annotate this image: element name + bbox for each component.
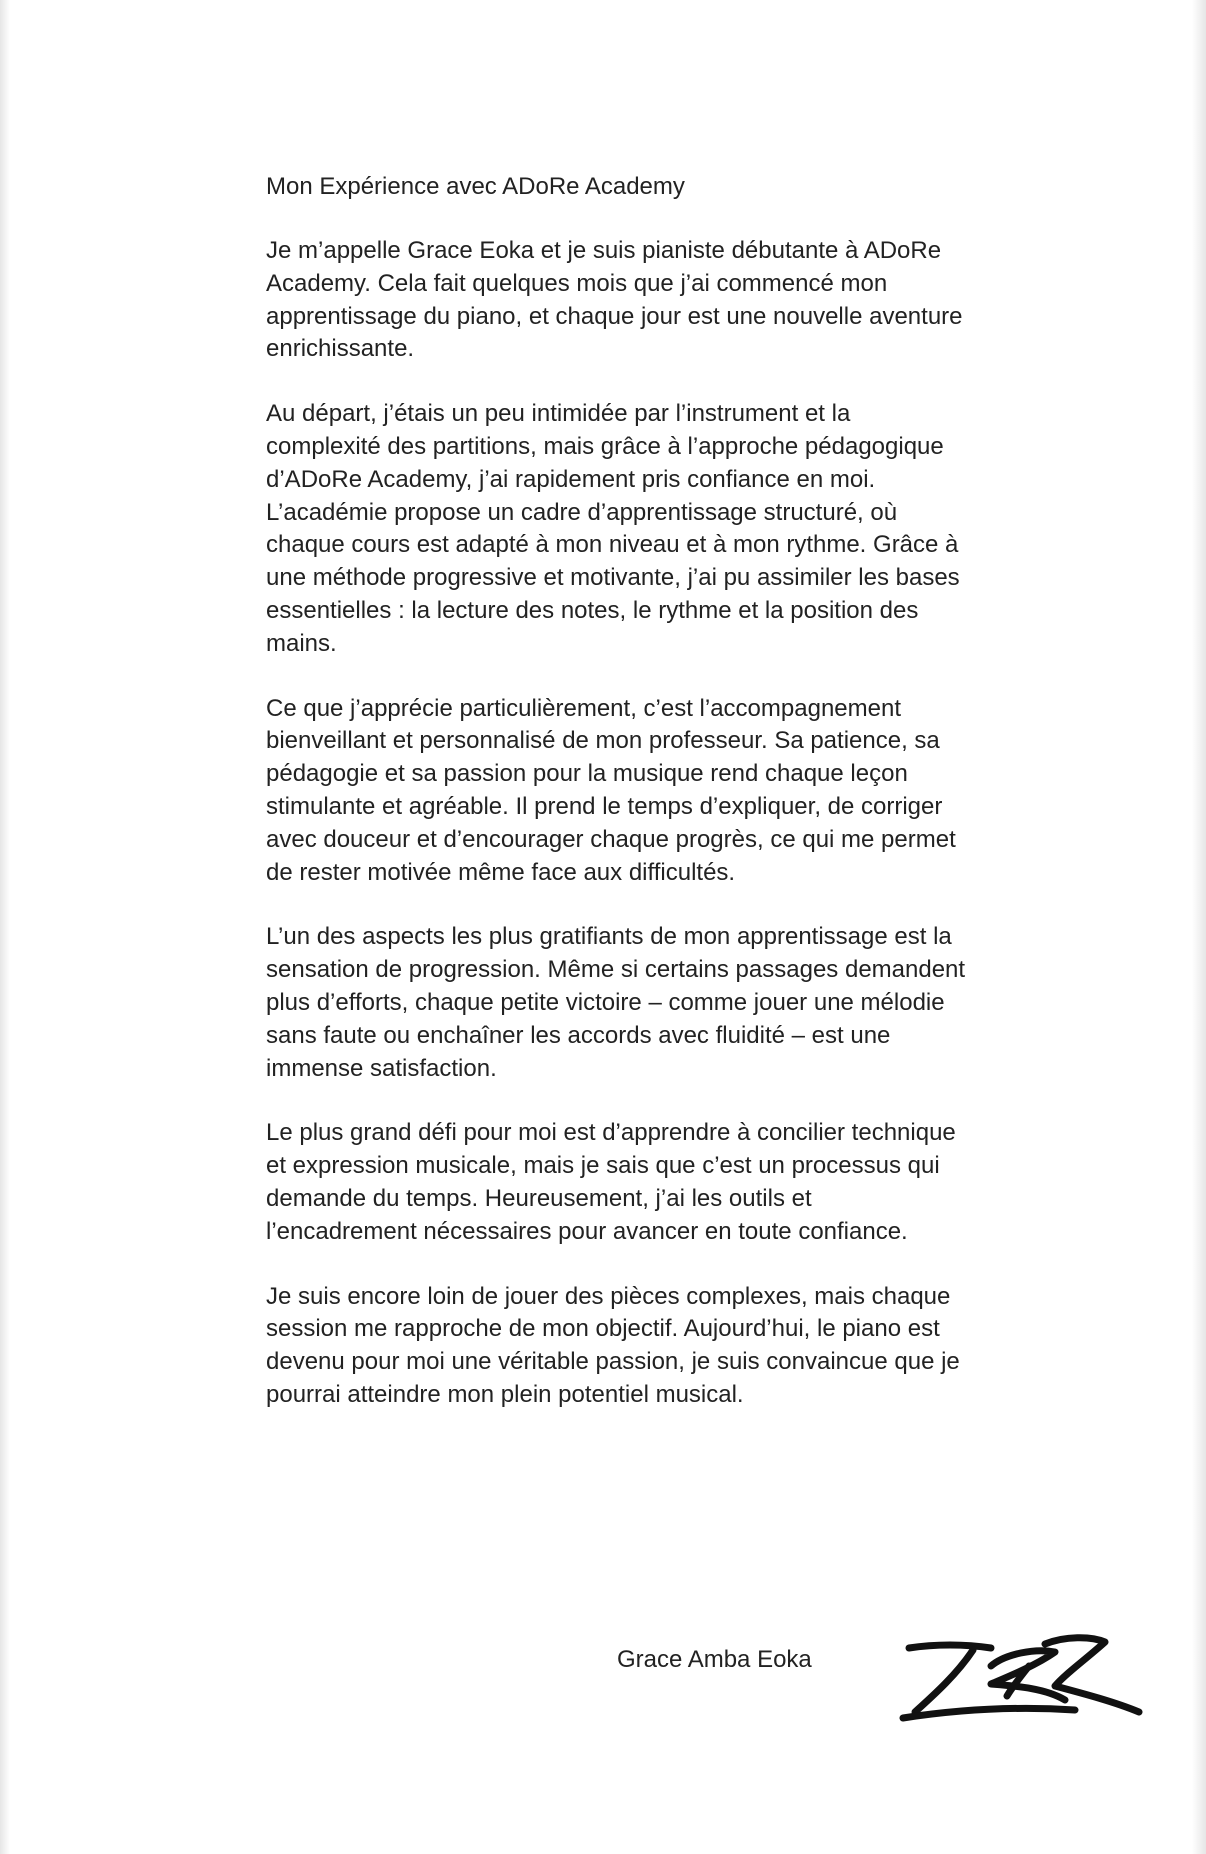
handwritten-signature [895,1626,1145,1736]
paragraph-beginnings: Au départ, j’étais un peu intimidée par l’instrument et la complexité des partitions, mais grâce à l’approche pédagogique d’ADoRe Academy, j’ai rapidement pris confiance en moi. L’académie propose un cadre d’apprentissage structuré, où chaque cours est adapté à mon niveau et à mon rythme. Grâce à une méthode progressive et motivante, j’ai pu assimiler les bases essentielles : la lecture des notes, le rythme et la position des mains. [266,400,960,657]
signature-name: Grace Amba Eoka [617,1646,812,1673]
page-edge-left [0,0,10,1854]
page-edge-right [1192,0,1206,1854]
document-body [266,170,966,1444]
paragraph-intro: Je m’appelle Grace Eoka et je suis pianiste débutante à ADoRe Academy. Cela fait quelques mois que j’ai commencé mon apprentissage du piano, et chaque jour est une nouvelle aventure enrichissante. [266,237,963,363]
paragraph-progress: L’un des aspects les plus gratifiants de mon apprentissage est la sensation de progression. Même si certains passages demandent plus d’efforts, chaque petite victoire – comme jouer une mélodie sans faute ou enchaîner les accords avec fluidité – est une immense satisfaction. [266,923,966,1082]
document-title: Mon Expérience avec ADoRe Academy [266,173,685,200]
paragraph-challenge: Le plus grand défi pour moi est d’apprendre à concilier technique et expression musicale, mais je sais que c’est un processus qui demande du temps. Heureusement, j’ai les outils et l’encadrement nécessaires pour avancer en toute confiance. [266,1119,956,1245]
signature-block [0,1626,1206,1766]
paragraph-teacher: Ce que j’apprécie particulièrement, c’est l’accompagnement bienveillant et personnalisé de mon professeur. Sa patience, sa pédagogie et sa passion pour la musique rend chaque leçon stimulante et agréable. Il prend le temps d’expliquer, de corriger avec douceur et d’encourager chaque progrès, ce qui me permet de rester motivée même face aux difficultés. [266,694,956,886]
paragraph-conclusion: Je suis encore loin de jouer des pièces complexes, mais chaque session me rapproche de mon objectif. Aujourd’hui, le piano est devenu pour moi une véritable passion, je suis convaincue que je pourrai atteindre mon plein potentiel musical. [266,1282,960,1408]
